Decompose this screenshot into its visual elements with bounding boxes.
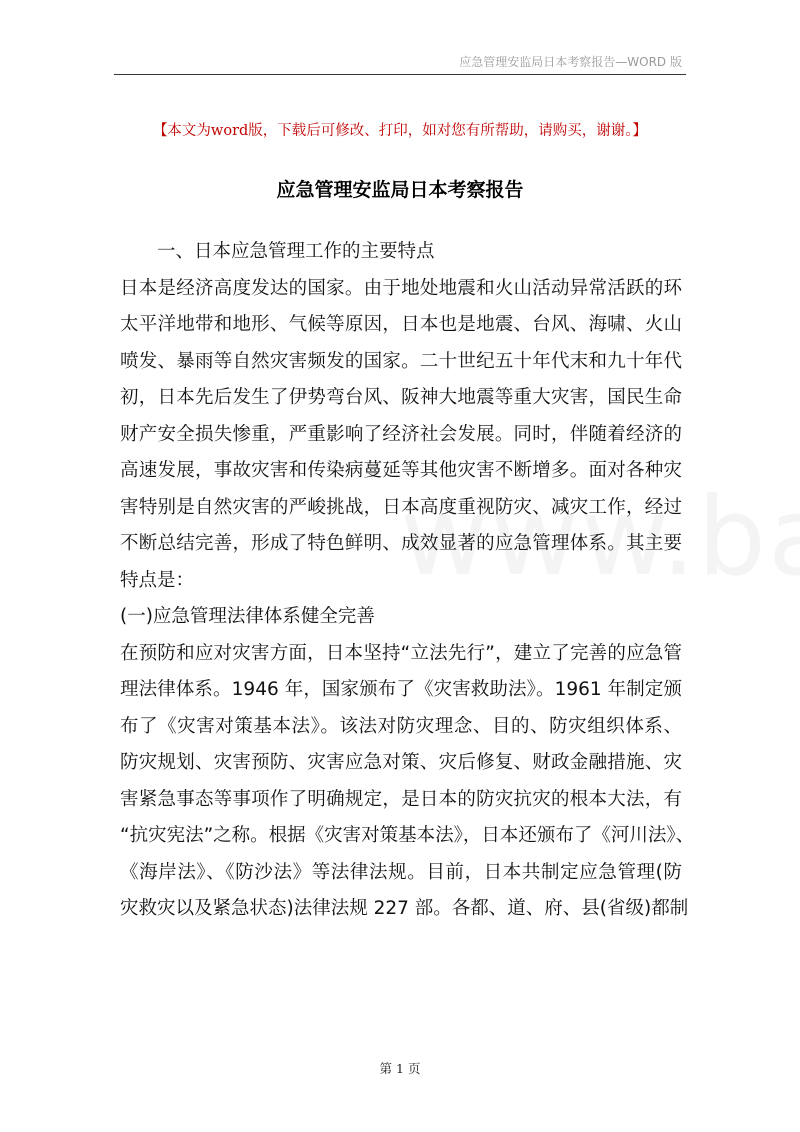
paragraph-line: 害紧急事态等事项作了明确规定，是日本的防灾抗灾的根本大法，有 xyxy=(120,788,682,810)
paragraph-line: 初，日本先后发生了伊势弯台风、阪神大地震等重大灾害，国民生命 xyxy=(120,387,682,408)
document-body xyxy=(120,234,695,928)
paragraph-line: 理法律体系。1946 年，国家颁布了《灾害救助法》。1961 年制定颁 xyxy=(120,679,682,700)
paragraph-line: “抗灾宪法”之称。根据《灾害对策基本法》，日本还颁布了《河川法》、 xyxy=(120,825,695,846)
paragraph-line: 不断总结完善，形成了特色鲜明、成效显著的应急管理体系。其主要 xyxy=(120,533,682,554)
document-title: 应急管理安监局日本考察报告 xyxy=(276,179,524,201)
purchase-notice: 【本文为word版，下载后可修改、打印，如对您有所帮助，请购买，谢谢。】 xyxy=(152,123,648,139)
paragraph-line: 喷发、暴雨等自然灾害频发的国家。二十世纪五十年代末和九十年代 xyxy=(120,350,682,372)
paragraph-line: 害特别是自然灾害的严峻挑战，日本高度重视防灾、减灾工作，经过 xyxy=(120,496,682,518)
section-heading: 一、日本应急管理工作的主要特点 xyxy=(157,241,435,262)
paragraph-line: 在预防和应对灾害方面，日本坚持“立法先行”，建立了完善的应急管 xyxy=(120,642,682,664)
header-divider xyxy=(114,74,686,75)
paragraph-line: 财产安全损失惨重，严重影响了经济社会发展。同时，伴随着经济的 xyxy=(120,423,682,445)
subsection-heading: (一)应急管理法律体系健全完善 xyxy=(120,606,375,627)
paragraph-line: 布了《灾害对策基本法》。该法对防灾理念、目的、防灾组织体系、 xyxy=(120,715,682,737)
paragraph-line: 高速发展，事故灾害和传染病蔓延等其他灾害不断增多。面对各种灾 xyxy=(120,460,682,481)
paragraph-line: 防灾规划、灾害预防、灾害应急对策、灾后修复、财政金融措施、灾 xyxy=(120,752,682,773)
running-header: 应急管理安监局日本考察报告—WORD 版 xyxy=(459,55,682,69)
paragraph-line: 日本是经济高度发达的国家。由于地处地震和火山活动异常活跃的环 xyxy=(120,277,682,299)
paragraph-line: 《海岸法》、《防沙法》等法律法规。目前，日本共制定应急管理(防 xyxy=(120,861,682,883)
paragraph-line: 灾救灾以及紧急状态)法律法规 227 部。各都、道、府、县(省级)都制 xyxy=(120,898,689,919)
paragraph-line: 太平洋地带和地形、气候等原因，日本也是地震、台风、海啸、火山 xyxy=(120,314,682,335)
page-number: 第 1 页 xyxy=(379,1061,421,1076)
paragraph-line: 特点是： xyxy=(120,569,195,591)
